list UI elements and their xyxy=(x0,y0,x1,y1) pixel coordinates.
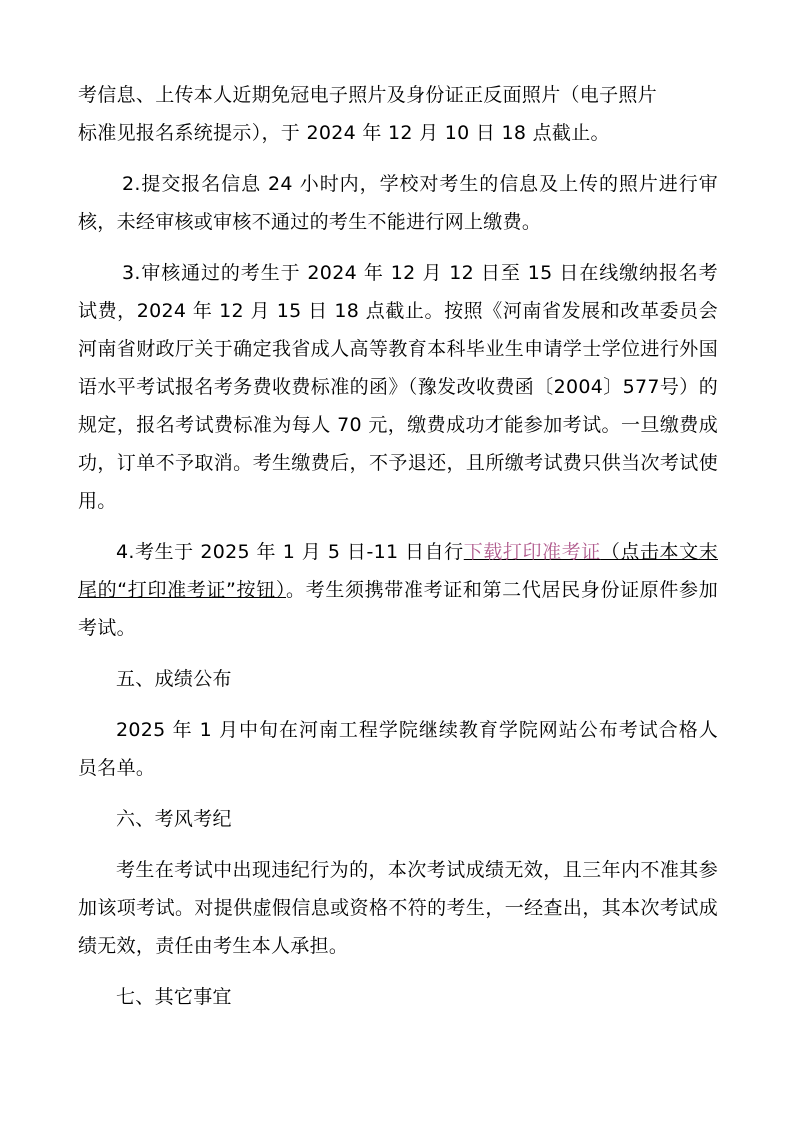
paragraph-discipline: 考生在考试中出现违纪行为的，本次考试成绩无效，且三年内不准其参加该项考试。对提供虚假信息或资格不符的考生，一经查出，其本次考试成绩无效，责任由考生本人承担。 xyxy=(78,859,718,957)
section-heading-other: 七、其它事宜 xyxy=(116,986,232,1008)
document-page xyxy=(78,76,718,1016)
paragraph-registration-continued xyxy=(78,76,718,152)
paragraph-line: 考信息、上传本人近期免冠电子照片及身份证正反面照片（电子照片 xyxy=(78,84,658,106)
paragraph-text: 。考生须携带准考证和第二代居民身份证原件参加考试。 xyxy=(78,579,718,639)
download-admission-ticket-link[interactable]: 下载打印准考证 xyxy=(463,541,601,563)
link-hint-text: （点击本文末尾的“打印准考证”按钮） xyxy=(78,541,718,601)
paragraph-line: 标准见报名系统提示），于 2024 年 12 月 10 日 18 点截止。 xyxy=(78,122,610,144)
paragraph-text: 4.考生于 2025 年 1 月 5 日-11 日自行 xyxy=(116,541,464,563)
section-heading-results: 五、成绩公布 xyxy=(116,668,232,690)
section-heading-discipline: 六、考风考纪 xyxy=(116,808,232,830)
paragraph-results: 2025 年 1 月中旬在河南工程学院继续教育学院网站公布考试合格人员名单。 xyxy=(78,719,718,779)
paragraph-item-3: 3.审核通过的考生于 2024 年 12 月 12 日至 15 日在线缴纳报名考试费，2024 年 12 月 15 日 18 点截止。按照《河南省发展和改革委员会 河南省财政厅关于确定我省成人高等教育本科毕业生申请学士学位进行外国语水平考试报名考务费收费标准的函》（豫发改收费函〔2004〕577号）的规定，报名考试费标准为每人 70 元，缴费成功才能参加考试。一旦缴费成功，订单不予取消。考生缴费后，不予退还，且所缴考试费只供当次考试使用。 xyxy=(78,262,718,512)
paragraph-item-4 xyxy=(78,533,718,647)
paragraph-item-2: 2.提交报名信息 24 小时内，学校对考生的信息及上传的照片进行审核，未经审核或审核不通过的考生不能进行网上缴费。 xyxy=(78,173,718,233)
